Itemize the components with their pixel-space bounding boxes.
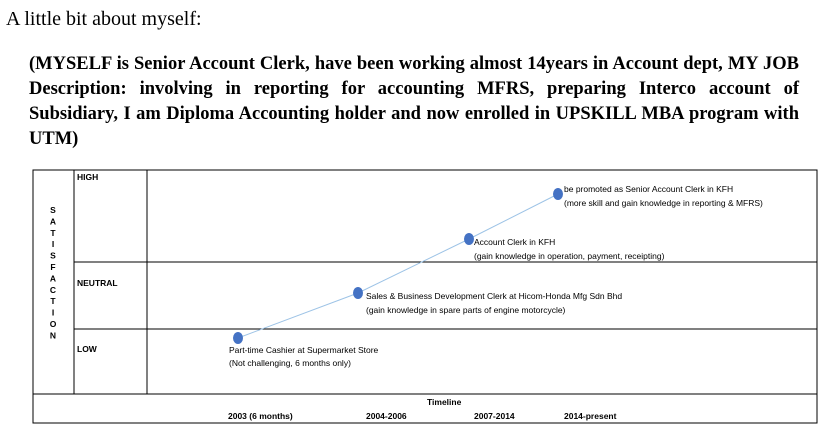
y-axis-title [50,205,57,340]
y-axis-title-letter: A [49,273,57,284]
y-axis-title-letter: I [51,239,55,250]
point-label: Account Clerk in KFH [474,237,556,247]
y-level-high: HIGH [77,172,99,182]
x-tick-label: 2007-2014 [474,411,515,421]
job-description: (MYSELF is Senior Account Clerk, have been working almost 14years in Account dept, MY JOB Description: involving in reporting for accounting MFRS, preparing Interco account of Subsidiary, I am Diploma Accounting holder and now enrolled in UPSKILL MBA program with UTM) [29,54,799,149]
y-axis-title-letter: F [50,262,56,272]
data-point [233,332,243,344]
y-axis-title-letter: T [50,227,56,238]
intro-heading: A little bit about myself: [6,8,202,30]
y-axis-title-letter: I [51,307,55,318]
y-axis-title-letter: N [49,330,57,341]
y-axis-title-letter: T [50,296,56,307]
y-axis-title-letter: C [49,284,57,295]
x-tick-label: 2003 (6 months) [228,411,293,421]
point-note: (Not challenging, 6 months only) [229,358,351,368]
data-point [353,287,363,299]
point-note: (gain knowledge in spare parts of engine motorcycle) [366,305,566,315]
y-level-low: LOW [77,344,97,354]
y-axis-title-letter: O [49,319,57,329]
point-label: Sales & Business Development Clerk at Hicom-Honda Mfg Sdn Bhd [366,291,623,301]
y-axis-title-letter: S [50,250,56,261]
x-tick-label: 2014-present [564,411,617,421]
series-line [238,194,558,338]
point-note: (more skill and gain knowledge in reporting & MFRS) [564,198,763,208]
point-label: Part-time Cashier at Supermarket Store [229,345,379,355]
y-axis-title-letter: A [49,216,57,227]
y-axis-title-letter: S [50,205,56,215]
point-label: be promoted as Senior Account Clerk in KFH [564,184,734,194]
data-point [464,233,474,245]
data-point [553,188,563,200]
y-level-neutral: NEUTRAL [77,278,118,288]
x-axis-title: Timeline [427,397,462,407]
point-note: (gain knowledge in operation, payment, receipting) [474,251,665,261]
x-tick-label: 2004-2006 [366,411,407,421]
